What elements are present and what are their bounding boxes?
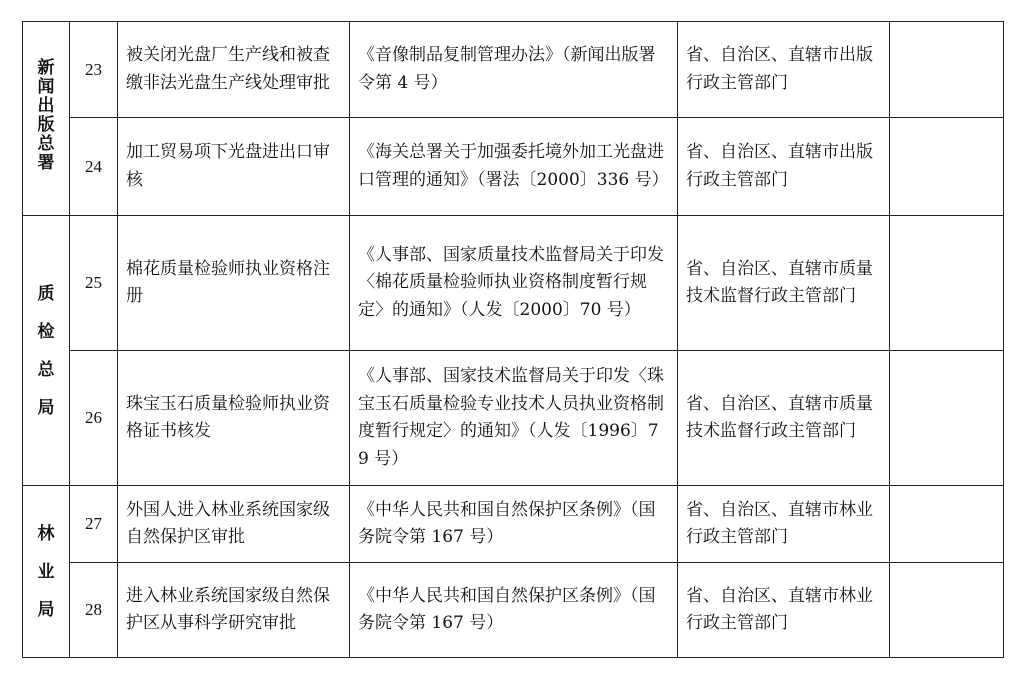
- implementing-authority: 省、自治区、直辖市质量技术监督行政主管部门: [678, 351, 890, 486]
- implementing-authority: 省、自治区、直辖市林业行政主管部门: [678, 486, 890, 563]
- item-name: 加工贸易项下光盘进出口审核: [118, 118, 350, 216]
- item-name: 进入林业系统国家级自然保护区从事科学研究审批: [118, 563, 350, 658]
- legal-basis: 《海关总署关于加强委托境外加工光盘进口管理的通知》（署法〔2000〕336 号）: [350, 118, 678, 216]
- blank-cell: [890, 216, 1004, 351]
- item-number: 28: [70, 563, 118, 658]
- legal-basis: 《人事部、国家技术监督局关于印发〈珠宝玉石质量检验专业技术人员执业资格制度暂行规定〉的通知》（人发〔1996〕79 号）: [350, 351, 678, 486]
- item-number: 24: [70, 118, 118, 216]
- department-name: 新闻出版总署: [37, 58, 55, 174]
- department-cell: [23, 486, 70, 658]
- department-cell: [23, 22, 70, 216]
- item-name: 棉花质量检验师执业资格注册: [118, 216, 350, 351]
- legal-basis: 《中华人民共和国自然保护区条例》（国务院令第 167 号）: [350, 486, 678, 563]
- item-number: 25: [70, 216, 118, 351]
- table-row: [23, 22, 1004, 118]
- department-name: 林业局: [37, 523, 55, 620]
- implementing-authority: 省、自治区、直辖市出版行政主管部门: [678, 22, 890, 118]
- item-name: 被关闭光盘厂生产线和被查缴非法光盘生产线处理审批: [118, 22, 350, 118]
- legal-basis: 《音像制品复制管理办法》（新闻出版署令第 4 号）: [350, 22, 678, 118]
- item-name: 珠宝玉石质量检验师执业资格证书核发: [118, 351, 350, 486]
- blank-cell: [890, 563, 1004, 658]
- table-row: [23, 563, 1004, 658]
- blank-cell: [890, 118, 1004, 216]
- table-row: [23, 486, 1004, 563]
- implementing-authority: 省、自治区、直辖市出版行政主管部门: [678, 118, 890, 216]
- item-name: 外国人进入林业系统国家级自然保护区审批: [118, 486, 350, 563]
- approval-items-table: [22, 21, 1004, 658]
- table-row: [23, 216, 1004, 351]
- legal-basis: 《人事部、国家质量技术监督局关于印发〈棉花质量检验师执业资格制度暂行规定〉的通知》（人发〔2000〕70 号）: [350, 216, 678, 351]
- table-row: [23, 351, 1004, 486]
- blank-cell: [890, 22, 1004, 118]
- implementing-authority: 省、自治区、直辖市质量技术监督行政主管部门: [678, 216, 890, 351]
- legal-basis: 《中华人民共和国自然保护区条例》（国务院令第 167 号）: [350, 563, 678, 658]
- item-number: 27: [70, 486, 118, 563]
- item-number: 26: [70, 351, 118, 486]
- department-name: 质检总局: [37, 283, 55, 418]
- department-cell: [23, 216, 70, 486]
- blank-cell: [890, 486, 1004, 563]
- item-number: 23: [70, 22, 118, 118]
- implementing-authority: 省、自治区、直辖市林业行政主管部门: [678, 563, 890, 658]
- blank-cell: [890, 351, 1004, 486]
- table-row: [23, 118, 1004, 216]
